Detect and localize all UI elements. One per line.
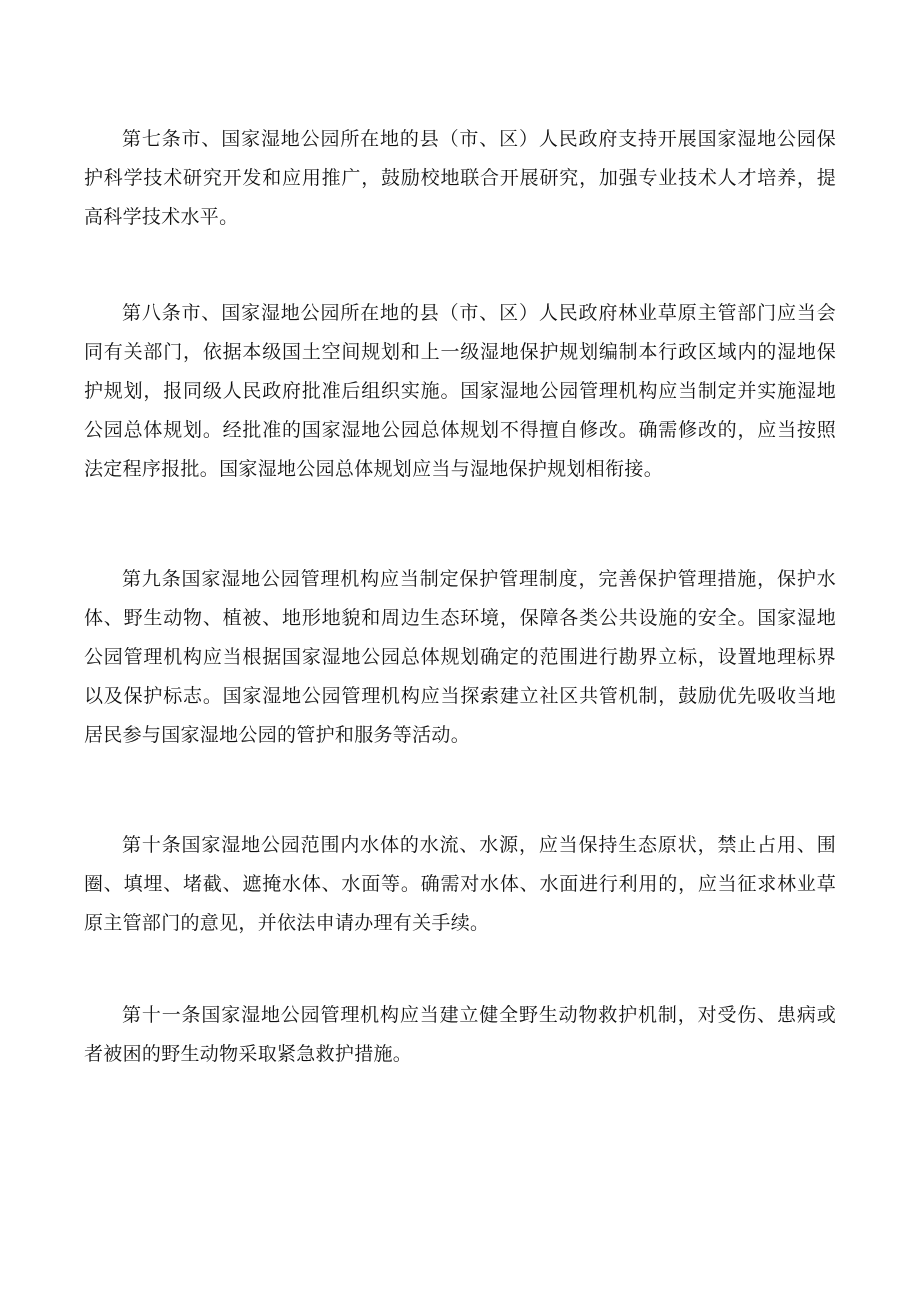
article-7-paragraph: 第七条市、国家湿地公园所在地的县（市、区）人民政府支持开展国家湿地公园保护科学技术研究开发和应用推广，鼓励校地联合开展研究，加强专业技术人才培养，提高科学技术水平。 [84,128,836,228]
article-8-paragraph: 第八条市、国家湿地公园所在地的县（市、区）人民政府林业草原主管部门应当会同有关部门，依据本级国土空间规划和上一级湿地保护规划编制本行政区域内的湿地保护规划，报同级人民政府批准后组织实施。国家湿地公园管理机构应当制定并实施湿地公园总体规划。经批准的国家湿地公园总体规划不得擅自修改。确需修改的，应当按照法定程序报批。国家湿地公园总体规划应当与湿地保护规划相衔接。 [84,302,836,480]
article-9-paragraph: 第九条国家湿地公园管理机构应当制定保护管理制度，完善保护管理措施，保护水体、野生动物、植被、地形地貌和周边生态环境，保障各类公共设施的安全。国家湿地公园管理机构应当根据国家湿地公园总体规划确定的范围进行勘界立标，设置地理标界以及保护标志。国家湿地公园管理机构应当探索建立社区共管机制，鼓励优先吸收当地居民参与国家湿地公园的管护和服务等活动。 [84,568,836,746]
article-11-paragraph: 第十一条国家湿地公园管理机构应当建立健全野生动物救护机制，对受伤、患病或者被困的野生动物采取紧急救护措施。 [84,1004,836,1065]
article-10-paragraph: 第十条国家湿地公园范围内水体的水流、水源，应当保持生态原状，禁止占用、围圈、填埋、堵截、遮掩水体、水面等。确需对水体、水面进行利用的，应当征求林业草原主管部门的意见，并依法申请办理有关手续。 [84,834,836,934]
